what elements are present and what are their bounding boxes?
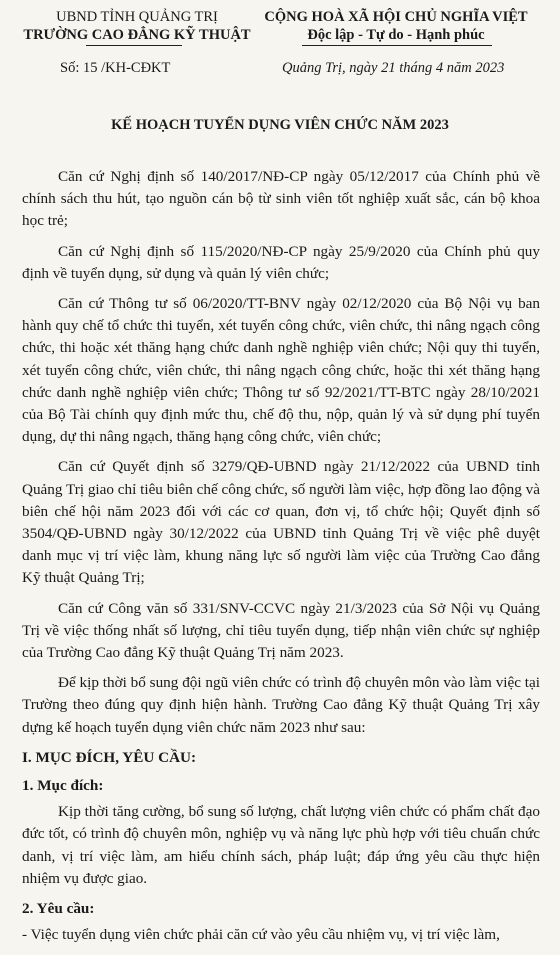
section-heading: I. MỤC ĐÍCH, YÊU CẦU:	[22, 748, 197, 766]
paragraph: Căn cứ Quyết định số 3279/QĐ-UBND ngày 21/12/2022 của UBND tỉnh Quảng Trị giao chỉ tiêu biên chế công chức, số người làm việc, hợp đồng lao động và biên chế hội năm 2023 đối với các cơ quan, đơn vị, tổ chức hội; Quyết định số 3504/QĐ-UBND ngày 30/12/2022 của UBND tỉnh Quảng Trị về việc phê duyệt danh mục vị trí việc làm, khung năng lực số người làm việc của Trường Cao đẳng Kỹ thuật Quảng Trị;	[22, 458, 541, 587]
subsection-heading: 2. Yêu cầu:	[22, 900, 95, 918]
paragraph: Căn cứ Công văn số 331/SNV-CCVC ngày 21/3/2023 của Sở Nội vụ Quảng Trị về việc thống nhất số lượng, chỉ tiêu tuyển dụng, tiếp nhận viên chức sự nghiệp của Trường Cao đẳng Kỹ thuật Quảng Trị năm 2023.	[22, 599, 540, 662]
paragraph: Căn cứ Nghị định số 115/2020/NĐ-CP ngày 25/9/2020 của Chính phủ quy định về tuyển dụng, sử dụng và quản lý viên chức;	[22, 242, 540, 282]
national-motto	[246, 8, 546, 44]
document-number: Số: 15 /KH-CĐKT	[60, 60, 171, 76]
org-line-2: TRƯỜNG CAO ĐẲNG KỸ THUẬT	[23, 27, 251, 43]
nation-line-2: Độc lập - Tự do - Hạnh phúc	[307, 27, 485, 43]
paragraph: Căn cứ Nghị định số 140/2017/NĐ-CP ngày 05/12/2017 của Chính phủ về chính sách thu hút, tạo nguồn cán bộ từ sinh viên tốt nghiệp xuất sắc, cán bộ khoa học trẻ;	[22, 168, 540, 230]
document-body	[22, 166, 540, 955]
header-underline-right	[302, 45, 492, 46]
org-line-1: UBND TỈNH QUẢNG TRỊ	[56, 9, 218, 25]
document-date: Quảng Trị, ngày 21 tháng 4 năm 2023	[282, 60, 505, 76]
paragraph: - Việc tuyển dụng viên chức phải căn cứ vào yêu cầu nhiệm vụ, vị trí việc làm,	[22, 926, 500, 944]
paragraph: Kịp thời tăng cường, bổ sung số lượng, chất lượng viên chức có phẩm chất đạo đức tốt, có trình độ chuyên môn, nghiệp vụ và năng lực phù hợp với tiêu chuẩn chức danh, vị trí việc làm, am hiểu chính sách, pháp luật; đáp ứng yêu cầu thực hiện nhiệm vụ được giao.	[22, 803, 540, 887]
paragraph: Căn cứ Thông tư số 06/2020/TT-BNV ngày 02/12/2020 của Bộ Nội vụ ban hành quy chế tổ chức thi tuyển, xét tuyển công chức, viên chức, thi nâng ngạch công chức, thi hoặc xét thăng hạng chức danh nghề nghiệp viên chức; Nội quy thi tuyển, xét tuyển công chức, viên chức, thi nâng ngạch công chức, hoặc thi xét thăng hạng chức danh nghề nghiệp viên chức; Thông tư số 92/2021/TT-BTC ngày 28/10/2021 của Bộ Tài chính quy định mức thu, chế độ thu, nộp, quản lý và sử dụng phí tuyển dụng, dự thi nâng ngạch, thăng hạng công chức, viên chức;	[22, 295, 540, 446]
issuing-organization	[22, 8, 252, 44]
header-underline-left	[86, 45, 182, 46]
paragraph: Để kịp thời bổ sung đội ngũ viên chức có trình độ chuyên môn vào làm việc tại Trường theo đúng quy định hiện hành. Trường Cao đẳng Kỹ thuật Quảng Trị xây dựng kế hoạch tuyển dụng viên chức năm 2023 như sau:	[22, 674, 540, 736]
nation-line-1: CỘNG HOÀ XÃ HỘI CHỦ NGHĨA VIỆT	[264, 9, 528, 25]
subsection-heading: 1. Mục đích:	[22, 777, 104, 795]
document-title: KẾ HOẠCH TUYỂN DỤNG VIÊN CHỨC NĂM 2023	[111, 117, 449, 133]
